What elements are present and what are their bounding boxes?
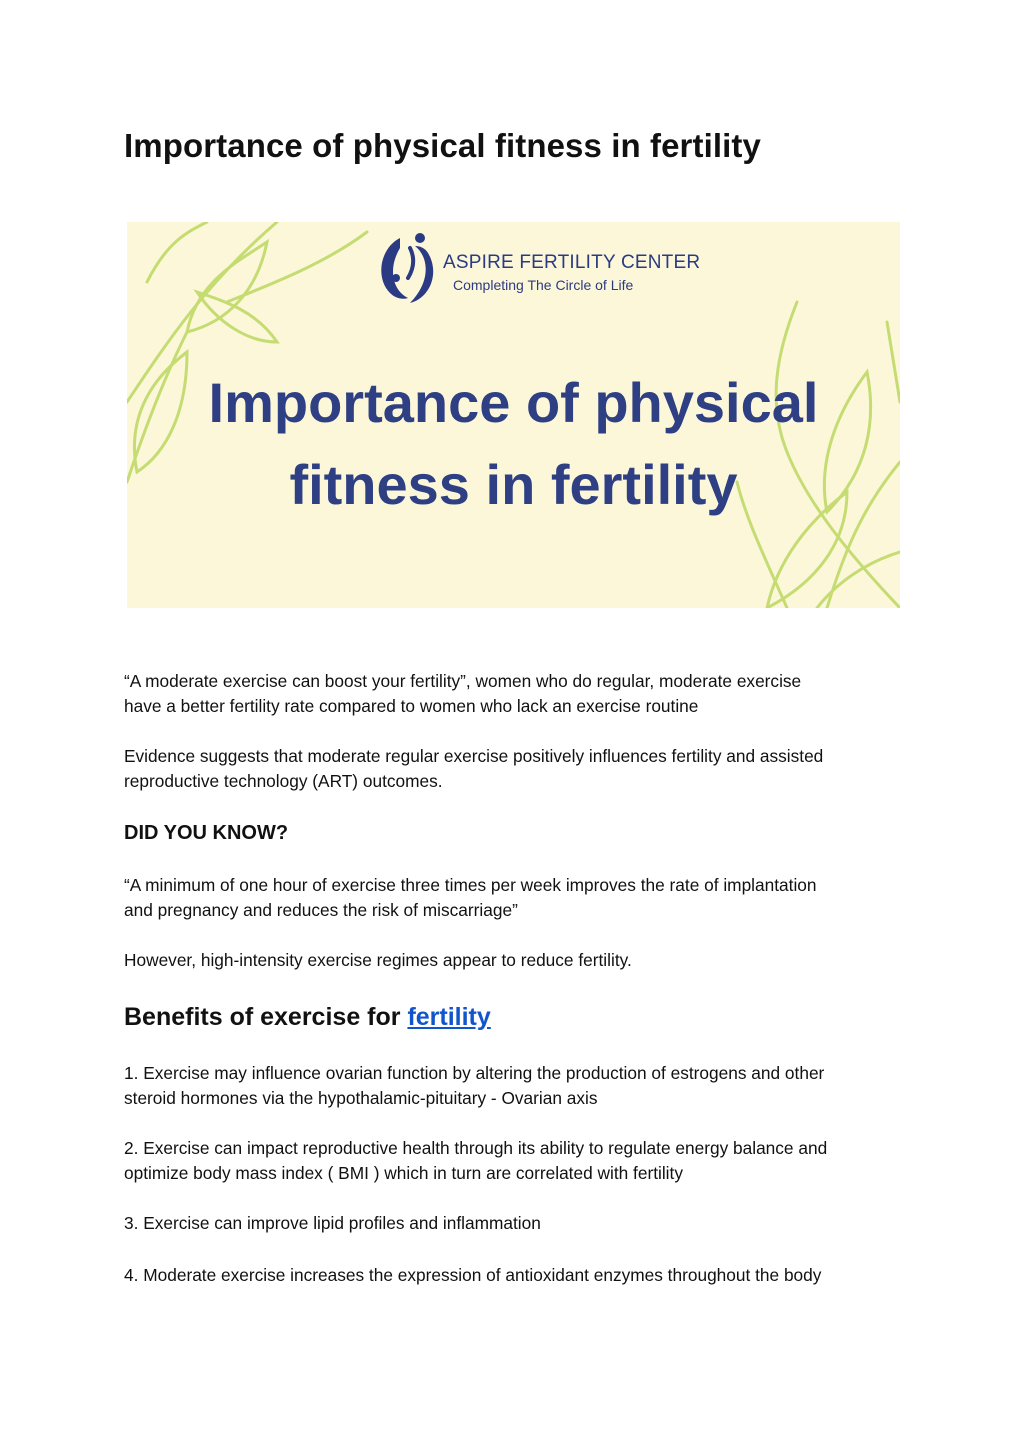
intro-paragraph-1	[124, 669, 904, 719]
benefit-item-2	[124, 1136, 904, 1186]
intro-p2-line-1: Evidence suggests that moderate regular exercise positively influences fertility and assisted	[124, 746, 824, 766]
banner-title	[127, 362, 900, 526]
did-you-know-heading: DID YOU KNOW?	[124, 822, 289, 844]
brand-name: ASPIRE FERTILITY CENTER	[443, 252, 701, 273]
quote-line-2: and pregnancy and reduces the risk of miscarriage”	[124, 900, 518, 920]
intro-paragraph-2	[124, 744, 904, 794]
banner-title-line-2: fitness in fertility	[289, 453, 738, 516]
benefit-item-1	[124, 1061, 904, 1111]
benefit-1-line-1: 1. Exercise may influence ovarian function by altering the production of estrogens and other	[124, 1063, 825, 1083]
page-title: Importance of physical fitness in fertility	[124, 127, 761, 164]
benefit-1-line-2: steroid hormones via the hypothalamic-pituitary - Ovarian axis	[124, 1088, 598, 1108]
banner-title-line-1: Importance of physical	[208, 371, 819, 434]
intro-p2-line-2: reproductive technology (ART) outcomes.	[124, 771, 443, 791]
benefits-heading	[124, 1000, 491, 1034]
benefit-item-4: 4. Moderate exercise increases the expression of antioxidant enzymes throughout the body	[124, 1265, 822, 1285]
fertility-link[interactable]: fertility	[407, 1003, 491, 1031]
aspire-logo-icon	[370, 228, 445, 313]
brand-tagline: Completing The Circle of Life	[453, 277, 634, 293]
quote-line-1: “A minimum of one hour of exercise three times per week improves the rate of implantation	[124, 875, 817, 895]
benefit-2-line-1: 2. Exercise can impact reproductive health through its ability to regulate energy balance and	[124, 1138, 828, 1158]
benefits-heading-prefix: Benefits of exercise for	[124, 1003, 408, 1031]
banner-image	[127, 222, 900, 608]
did-you-know-quote	[124, 873, 904, 923]
benefit-item-3: 3. Exercise can improve lipid profiles and inflammation	[124, 1213, 541, 1233]
intro-p1-line-1: “A moderate exercise can boost your fertility”, women who do regular, moderate exercise	[124, 671, 802, 691]
benefit-2-line-2: optimize body mass index ( BMI ) which in turn are correlated with fertility	[124, 1163, 683, 1183]
intro-p1-line-2: have a better fertility rate compared to women who lack an exercise routine	[124, 696, 699, 716]
high-intensity-note: However, high-intensity exercise regimes appear to reduce fertility.	[124, 950, 632, 970]
